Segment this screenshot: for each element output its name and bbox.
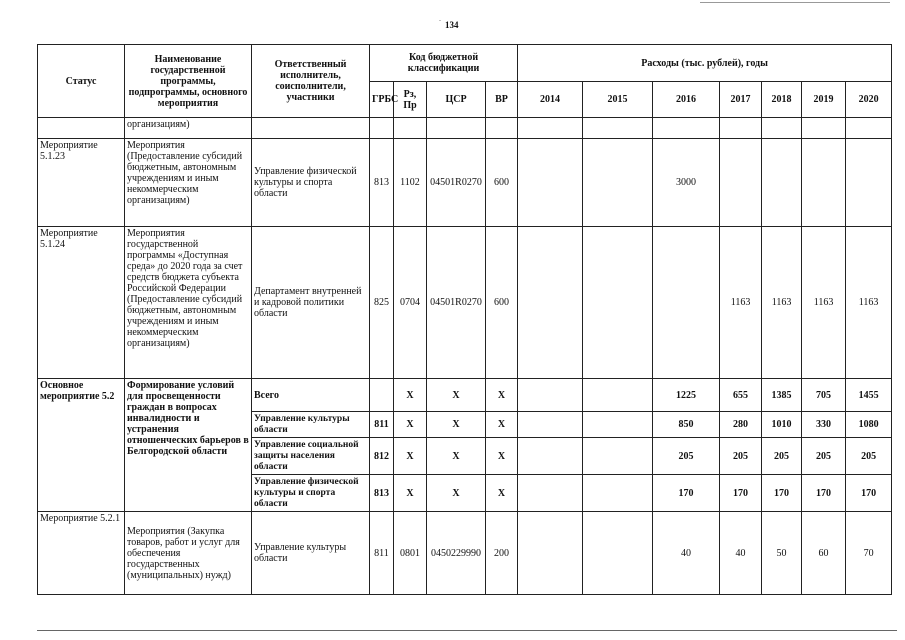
value-2016: 170 bbox=[653, 475, 720, 512]
vr-cell: X bbox=[486, 438, 518, 475]
csr-cell: 04501R0270 bbox=[427, 227, 486, 379]
name-cell: Мероприятия (Предоставление субсидий бюджетным, автономным учреждениям и иным некоммерческим организациям) bbox=[125, 139, 252, 227]
bottom-rule bbox=[37, 630, 897, 631]
executor-cell: Управление физической культуры и спорта области bbox=[252, 139, 370, 227]
vr-cell: 600 bbox=[486, 139, 518, 227]
rzpr-cell: X bbox=[394, 475, 427, 512]
header-year: 2018 bbox=[762, 82, 802, 118]
header-name: Наименование государственной программы, подпрограммы, основного мероприятия bbox=[125, 45, 252, 118]
value-2018: 1385 bbox=[762, 379, 802, 412]
name-cell: Формирование условий для просвещенности граждан в вопросах инвалидности и устранения отношенческих барьеров в Белгородской области bbox=[125, 379, 252, 512]
header-csr: ЦСР bbox=[427, 82, 486, 118]
value-2020: 70 bbox=[846, 512, 892, 595]
executor-cell: Управление культуры области bbox=[252, 412, 370, 438]
value-2019: 170 bbox=[802, 475, 846, 512]
header-year: 2014 bbox=[518, 82, 583, 118]
name-cell: организациям) bbox=[125, 118, 252, 139]
value-2017: 40 bbox=[720, 512, 762, 595]
csr-cell: X bbox=[427, 438, 486, 475]
value-2017: 1163 bbox=[720, 227, 762, 379]
value-2017: 655 bbox=[720, 379, 762, 412]
table-row bbox=[38, 379, 892, 412]
value-2019: 705 bbox=[802, 379, 846, 412]
header-row-1 bbox=[38, 45, 892, 82]
rzpr-cell: 0801 bbox=[394, 512, 427, 595]
value-2016: 1225 bbox=[653, 379, 720, 412]
scan-mark: . bbox=[439, 14, 441, 23]
header-grbs: ГРБС bbox=[370, 82, 394, 118]
value-2020: 205 bbox=[846, 438, 892, 475]
table-row bbox=[38, 139, 892, 227]
value-2016: 3000 bbox=[653, 139, 720, 227]
value-2017: 170 bbox=[720, 475, 762, 512]
executor-cell: Управление культуры области bbox=[252, 512, 370, 595]
vr-cell: 200 bbox=[486, 512, 518, 595]
csr-cell: X bbox=[427, 379, 486, 412]
value-2017: 205 bbox=[720, 438, 762, 475]
grbs-cell: 811 bbox=[370, 512, 394, 595]
value-2018: 170 bbox=[762, 475, 802, 512]
value-2018: 205 bbox=[762, 438, 802, 475]
value-2018: 1163 bbox=[762, 227, 802, 379]
value-2018: 50 bbox=[762, 512, 802, 595]
value-2019: 205 bbox=[802, 438, 846, 475]
value-2018: 1010 bbox=[762, 412, 802, 438]
status-cell: Мероприятие 5.2.1 bbox=[38, 512, 125, 595]
header-status: Статус bbox=[38, 45, 125, 118]
header-rzpr: Рз, Пр bbox=[394, 82, 427, 118]
status-cell: Мероприятие 5.1.24 bbox=[38, 227, 125, 379]
executor-cell: Департамент внутренней и кадровой политики области bbox=[252, 227, 370, 379]
header-executor: Ответственный исполнитель, соисполнители, участники bbox=[252, 45, 370, 118]
value-2020: 1163 bbox=[846, 227, 892, 379]
grbs-cell bbox=[370, 379, 394, 412]
status-cell bbox=[38, 118, 125, 139]
value-2020: 1455 bbox=[846, 379, 892, 412]
header-vr: ВР bbox=[486, 82, 518, 118]
grbs-cell: 813 bbox=[370, 139, 394, 227]
csr-cell: X bbox=[427, 475, 486, 512]
table-row bbox=[38, 227, 892, 379]
value-2019: 60 bbox=[802, 512, 846, 595]
grbs-cell: 825 bbox=[370, 227, 394, 379]
value-2016: 205 bbox=[653, 438, 720, 475]
header-year: 2019 bbox=[802, 82, 846, 118]
page-number: 134 bbox=[445, 20, 459, 30]
value-2019: 1163 bbox=[802, 227, 846, 379]
name-cell: Мероприятия (Закупка товаров, работ и услуг для обеспечения государственных (муниципальных) нужд) bbox=[125, 512, 252, 595]
budget-table bbox=[37, 44, 892, 595]
header-budget-code: Код бюджетной классификации bbox=[370, 45, 518, 82]
header-expenses: Расходы (тыс. рублей), годы bbox=[518, 45, 892, 82]
rzpr-cell: X bbox=[394, 412, 427, 438]
value-2016: 850 bbox=[653, 412, 720, 438]
vr-cell: 600 bbox=[486, 227, 518, 379]
continuation-row bbox=[38, 118, 892, 139]
header-year: 2016 bbox=[653, 82, 720, 118]
csr-cell: 04501R0270 bbox=[427, 139, 486, 227]
executor-cell: Всего bbox=[252, 379, 370, 412]
value-2017: 280 bbox=[720, 412, 762, 438]
status-cell: Мероприятие 5.1.23 bbox=[38, 139, 125, 227]
vr-cell: X bbox=[486, 412, 518, 438]
value-2020: 170 bbox=[846, 475, 892, 512]
name-cell: Мероприятия государственной программы «Доступная среда» до 2020 года за счет средств бюджета субъекта Российской Федерации (Предоставление субсидий бюджетным, автономным учреждениям и иным некоммерческим организациям) bbox=[125, 227, 252, 379]
header-year: 2015 bbox=[583, 82, 653, 118]
value-2020: 1080 bbox=[846, 412, 892, 438]
grbs-cell: 812 bbox=[370, 438, 394, 475]
table-row bbox=[38, 512, 892, 595]
vr-cell: X bbox=[486, 379, 518, 412]
grbs-cell: 813 bbox=[370, 475, 394, 512]
value-2016: 40 bbox=[653, 512, 720, 595]
rzpr-cell: X bbox=[394, 438, 427, 475]
executor-cell: Управление физической культуры и спорта области bbox=[252, 475, 370, 512]
csr-cell: X bbox=[427, 412, 486, 438]
executor-cell: Управление социальной защиты населения области bbox=[252, 438, 370, 475]
header-year: 2020 bbox=[846, 82, 892, 118]
header-year: 2017 bbox=[720, 82, 762, 118]
top-rule bbox=[700, 2, 890, 3]
value-2019: 330 bbox=[802, 412, 846, 438]
rzpr-cell: 1102 bbox=[394, 139, 427, 227]
status-cell: Основное мероприятие 5.2 bbox=[38, 379, 125, 512]
vr-cell: X bbox=[486, 475, 518, 512]
rzpr-cell: 0704 bbox=[394, 227, 427, 379]
csr-cell: 0450229990 bbox=[427, 512, 486, 595]
grbs-cell: 811 bbox=[370, 412, 394, 438]
rzpr-cell: X bbox=[394, 379, 427, 412]
